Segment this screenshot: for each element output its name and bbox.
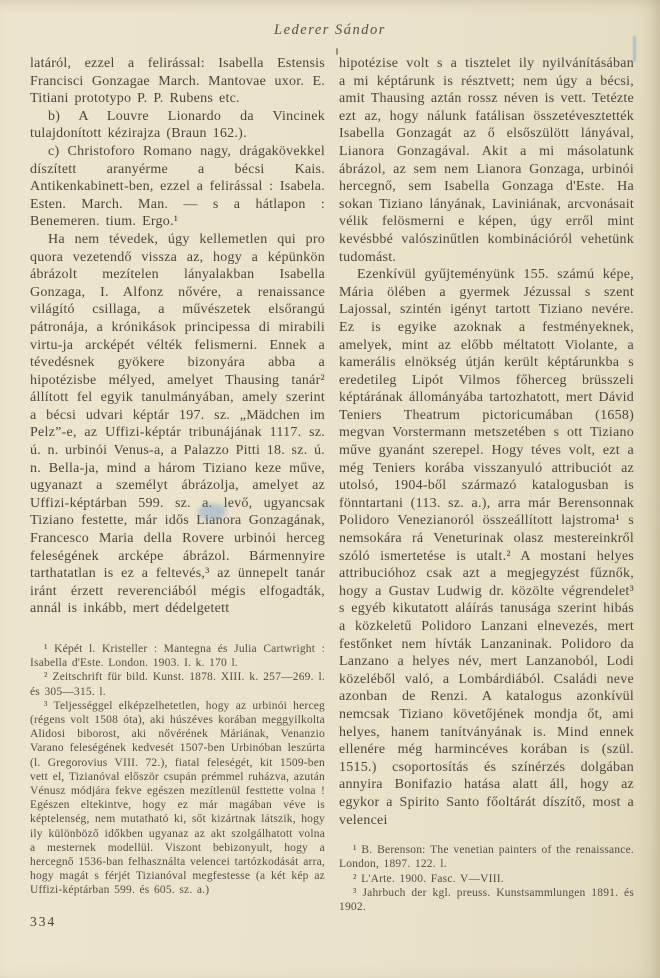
paragraph: Ezenkívül gyűjteményünk 155. számú képe, Mária ölében a gyermek Jézussal s szent Lajossal, szintén igényt tartott Tiziano nevére. Ez is egyike azoknak a festményeknek, amelyek, mint az előbb méltatott Violante, a kamerális elnökség útján került képtárunkba s eredetileg Lipót Vilmos főherceg brüsszeli képtárának állományába tartozhatott, mert Dávid Teniers Theatrum pictoricumában (1658) megvan Vorstermann metszetében s ott Tiziano műve gyanánt szerepel. Hogy téves volt, ezt a még Teniers korába visszanyuló attribuciót az utolsó, 1904-ből származó katalogusban is fönntartani (113. sz. a.), arra már Berensonnak Polidoro Venezianoról összeállított lajstroma¹ s nemsokára rá Veneturinak olasz mestereinkről szóló ismertetése is utalt.² A mostani helyes attribucióhoz csak azt a megjegyzést fűznők, hogy a Gustav Ludwig dr. közölte végrendelet³ s egyéb kikutatott aláírás tanusága szerint hibás a közkeletű Polidoro Lanzani elnevezés, mert festőnket nem hívták Lanzaninak. Polidoro da Lanzano a helyes név, mert Lanzanoból, Lodi közeléből való, a Lombárdiából. Családi neve azonban de Renzi. A katalogus azonkívül nemcsak Tiziano követőjének mondja őt, ami helyes, hanem tanítványának is. Mind ennek ellenére még harmincéves korában is (szül. 1515.) csoportosítás és színérzés dolgában annyira Bonifazio hatása alatt áll, hogy az egykor a Spirito Santo főoltárát díszítő, most a velencei [339,267,634,828]
footnotes-right [339,843,634,914]
footnote-1: ¹ Képét l. Kristeller : Mantegna és Julia Cartwright : Isabella d'Este. London. 1903. I. k. 170 l. [30,643,325,670]
footnote-1: ¹ B. Berenson: The venetian painters of the renaissance. London, 1897. 122. l. [339,844,634,871]
text-columns [0,39,660,930]
paragraph: latáról, ezzel a felirással: Isabella Estensis Francisci Gonzagae March. Mantovae uxor. E. Titiani prototypo P. P. Rubens etc. [30,56,325,107]
footnote-3: ³ Teljességgel elképzelhetetlen, hogy az urbinói herceg (régens volt 1508 óta), aki húszéves korában meggyilkolta Alidosi biborost, aki nővérének Máriának, Venanzio Varano feleségének kedvesét 1507-ben Urbinóban leszúrta (l. Gregorovius VIII. 72.), fiatal feleségét, kit 1509-ben vett el, Tizianóval először csupán prémmel ruházva, azután Vénusz módjára fekve egészen mezítlenül festtette volna ! Egészen eltekintve, hogy ez már magában véve is képtelenség, nem mutatható ki, sőt kizártnak látszik, hogy ily különböző időkben ugyanaz az akt szolgálhatott volna a mesternek modellül. Viszont bebizonyult, hogy a hercegnő 1536-ban felhasználta velencei tartózkodását arra, hogy magát s férjét Tizianóval megfestesse (a két kép az Uffizi-képtárban 599. és 605. sz. a.) [30,699,325,897]
running-header: Lederer Sándor [274,22,386,38]
paragraph-list-item-c: c) Christoforo Romano nagy, drágakövekkel díszített aranyérme a bécsi Kais. Antikenkabinett-ben, ezzel a felirással : Isabela. Esten. March. Man. — s a hátlapon : Benemeren. tium. Ergo.¹ [30,143,325,230]
page-number: 334 [30,913,57,929]
left-column [30,55,325,930]
paragraph: hipotézise volt s a tisztelet ily nyilvánításában a mi képtárunk is résztvett; nem úgy a bécsi, amit Thausing aztán rossz néven is vett. Tetézte ezt az, hogy nálunk fatálisan összetévesztették Isabella Gonzagát az ő elsőszülött lányával, Lianora Gonzagával. Akit a mi másolatunk ábrázol, az sem nem Lianora Gonzaga, urbinói hercegnő, sem Isabella Gonzaga d'Este. Ha sokan Tiziano lányának, Laviniának, arcvonásait vélik felösmerni e képen, úgy erről mint kevésbbé valószinűtlen kombinációról vehetünk tudomást. [339,56,634,265]
right-column [339,55,634,930]
footnote-3: ³ Jahrbuch der kgl. preuss. Kunstsammlungen 1891. és 1902. [339,886,634,913]
footnotes-left [30,642,325,898]
footnote-2: ² L'Arte. 1900. Fasc. V—VIII. [353,872,504,885]
paragraph: Ha nem tévedek, úgy kellemetlen qui pro quora vezetendő vissza az, hogy a képünkön ábrázolt mezítelen lányalakban Isabella Gonzaga, I. Alfonz nővére, a renaissance világító csillaga, a művészetek elsőrangú pátronája, a krónikások principessa di mirabili virtu-ja arcképét vélték felismerni. Ennek a tévedésnek gyökere bizonyára abba a hipotézisbe mélyed, amelyet Thausing tanár² állított fel egyik tanulmányában, amely szerint a bécsi udvari képtár 197. sz. „Mädchen im Pelz”-e, az Uffizi-képtár tribunájának 1117. sz. ú. n. urbinói Venus-a, a Palazzo Pitti 18. sz. ú. n. Bella-ja, mind a három Tiziano keze műve, ugyanazt a személyt ábrázolja, amelyet az Uffizi-képtárban 599. sz. a. levő, ugyancsak Tiziano festette, már idős Lianora Gonzagának, Francesco Maria della Rovere urbinói herceg feleségének arcképe ábrázol. Bármennyire tarthatatlan is ez a feltevés,³ az ünnepelt tanár iránt érzett reverenciából mégis elfogadták, annál is inkább, mert dédelgetett [30,231,325,617]
footnote-2: ² Zeitschrift für bild. Kunst. 1878. XIII. k. 257—269. l. és 305—315. l. [30,671,325,698]
paragraph-list-item-b: b) A Louvre Lionardo da Vincinek tulajdonított kézirajza (Braun 162.). [30,108,325,142]
